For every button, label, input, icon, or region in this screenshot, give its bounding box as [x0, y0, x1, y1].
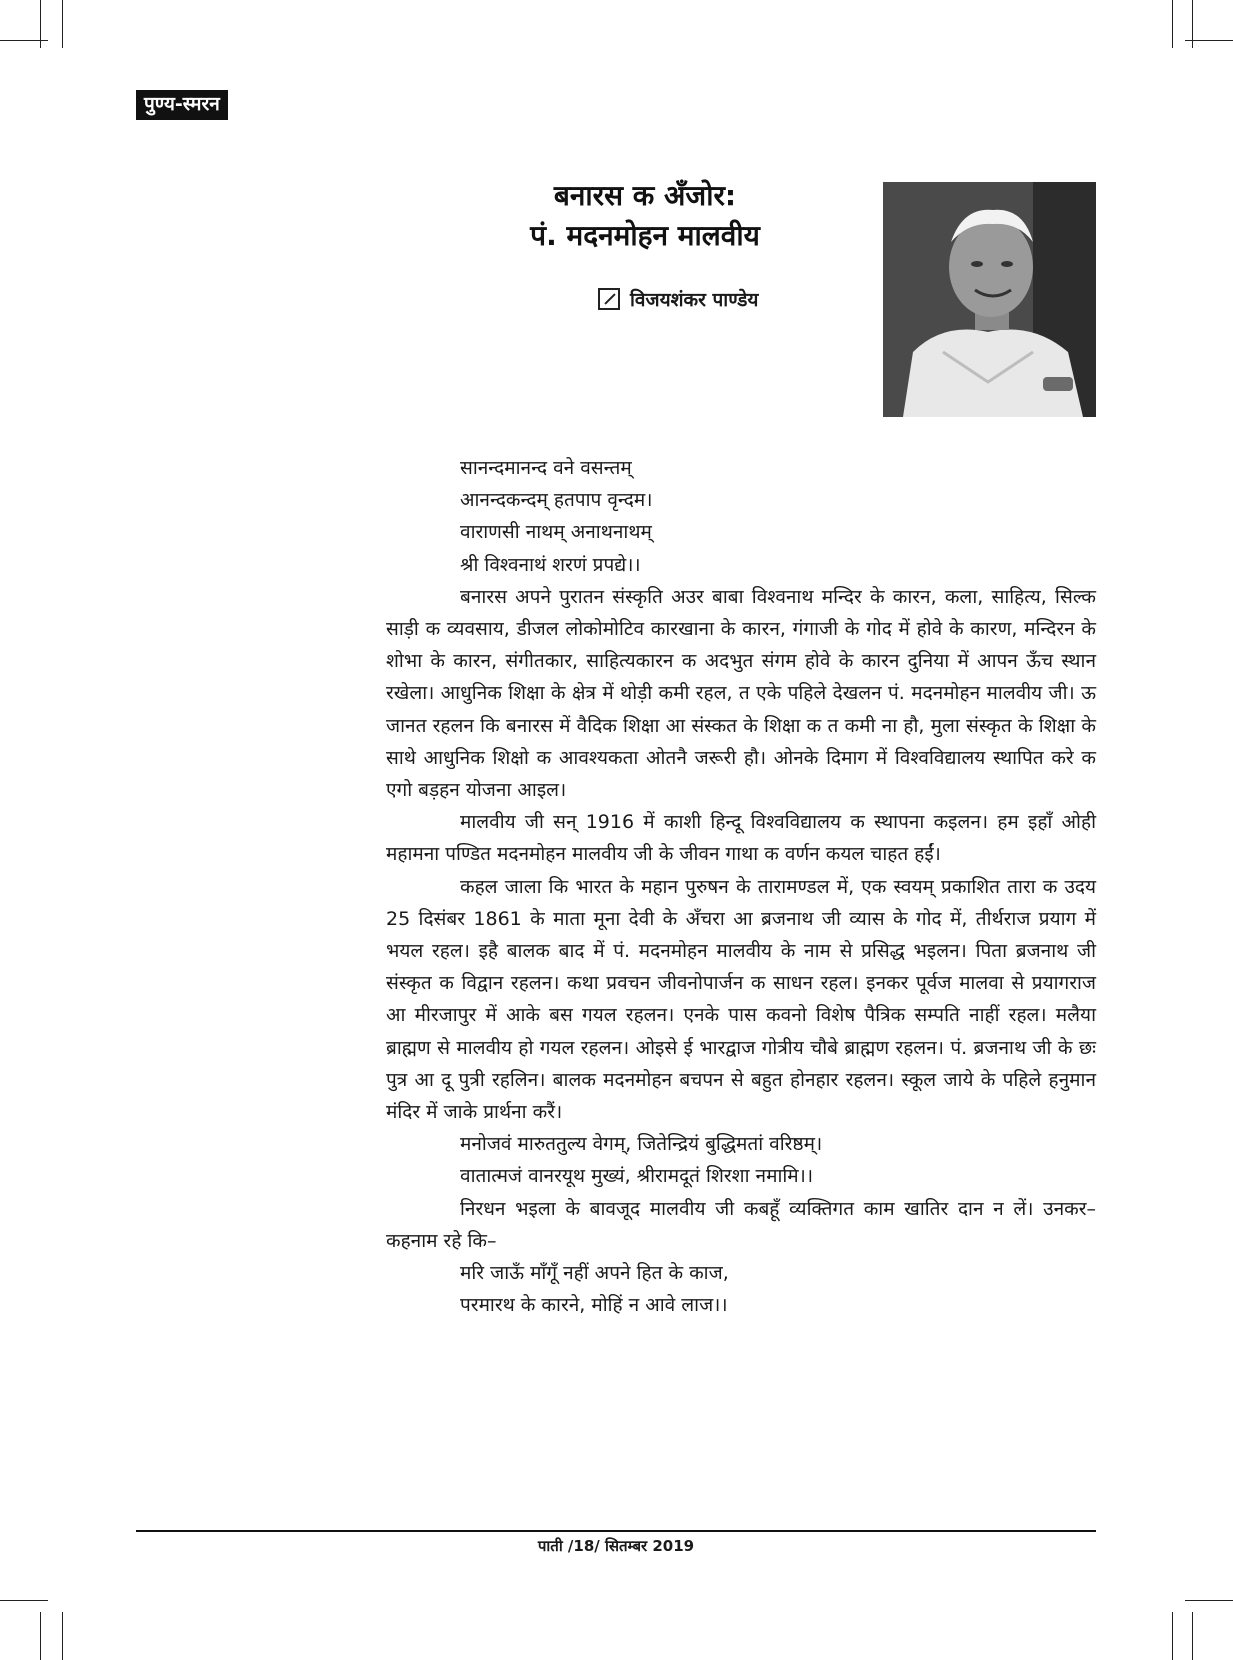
- title-line-2: पं. मदनमोहन मालवीय: [530, 219, 760, 252]
- verse-block: [386, 1257, 1096, 1321]
- portrait-illustration: [883, 182, 1096, 417]
- author-name: विजयशंकर पाण्डेय: [630, 289, 759, 311]
- page-footer: पाती /18/ सितम्बर 2019: [537, 1537, 695, 1555]
- verse-line: वातात्मजं वानरयूथ मुख्यं, श्रीरामदूतं शिरशा नमामि।।: [460, 1165, 814, 1188]
- title-line-1: बनारस क अँजोर:: [553, 179, 737, 212]
- crop-mark: [62, 1612, 63, 1660]
- verse-line: मरि जाऊँ माँगूँ नहीं अपने हित के काज,: [460, 1262, 729, 1285]
- crop-mark: [1172, 0, 1173, 48]
- author-byline: [598, 286, 758, 312]
- footer-divider: [136, 1530, 1096, 1532]
- article-body: [386, 452, 1096, 1321]
- verse-block: [386, 1128, 1096, 1192]
- author-photo: [883, 182, 1096, 417]
- crop-mark: [62, 0, 63, 48]
- crop-mark: [1172, 1612, 1173, 1660]
- paragraph: निरधन भइला के बावजूद मालवीय जी कबहूँ व्यक्तिगत काम खातिर दान न लें। उनकर–कहनाम रहे कि–: [386, 1197, 1096, 1252]
- verse-line: परमारथ के कारने, मोहिं न आवे लाज।।: [460, 1294, 728, 1317]
- crop-mark: [1192, 1612, 1193, 1660]
- crop-mark: [1192, 0, 1193, 48]
- paragraph: मालवीय जी सन् 1916 में काशी हिन्दू विश्वविद्यालय क स्थापना कइलन। हम इहाँ ओही महामना पण्डित मदनमोहन मालवीय जी के जीवन गाथा क वर्णन कयल चाहत हईं।: [386, 811, 1096, 866]
- verse-line: वाराणसी नाथम् अनाथनाथम्: [460, 521, 652, 544]
- article-title: [420, 176, 870, 256]
- crop-mark: [40, 1612, 41, 1660]
- verse-line: आनन्दकन्दम् हतपाप वृन्दम।: [460, 489, 653, 512]
- verse-line: श्री विश्वनाथं शरणं प्रपद्ये।।: [460, 553, 641, 576]
- verse-line: मनोजवं मारुततुल्य वेगम्, जितेन्द्रियं बुद्धिमतां वरिष्ठम्।: [460, 1133, 823, 1156]
- paragraph: कहल जाला कि भारत के महान पुरुषन के तारामण्डल में, एक स्वयम् प्रकाशित तारा क उदय 25 दिसंबर 1861 के माता मूना देवी के अँचरा आ ब्रजनाथ जी व्यास के गोद में, तीर्थराज प्रयाग में भयल रहल। इहै बालक बाद में पं. मदनमोहन मालवीय के नाम से प्रसिद्ध भइलन। पिता ब्रजनाथ जी संस्कृत क विद्वान रहलन। कथा प्रवचन जीवनोपार्जन क साधन रहल। इनकर पूर्वज मालवा से प्रयागराज आ मीरजापुर में आके बस गयल रहलन। एनके पास कवनो विशेष पैत्रिक सम्पति नाहीं रहल। मलैया ब्राह्मण से मालवीय हो गयल रहलन। ओइसे ई भारद्वाज गोत्रीय चौबे ब्राह्मण रहलन। पं. ब्रजनाथ जी के छः पुत्र आ दू पुत्री रहलिन। बालक मदनमोहन बचपन से बहुत होनहार रहलन। स्कूल जाये के पहिले हनुमान मंदिर में जाके प्रार्थना करैं।: [386, 875, 1096, 1124]
- paragraph: बनारस अपने पुरातन संस्कृति अउर बाबा विश्वनाथ मन्दिर के कारन, कला, साहित्य, सिल्क साड़ी क व्यवसाय, डीजल लोकोमोटिव कारखाना के कारन, गंगाजी के गोद में होवे के कारण, मन्दिरन के शोभा के कारन, संगीतकार, साहित्यकारन क अदभुत संगम होवे के कारन दुनिया में आपन ऊँच स्थान रखेला। आधुनिक शिक्षा के क्षेत्र में थोड़ी कमी रहल, त एके पहिले देखलन पं. मदनमोहन मालवीय जी। ऊ जानत रहलन कि बनारस में वैदिक शिक्षा आ संस्कत के शिक्षा क त कमी ना हौ, मुला संस्कृत के शिक्षा के साथे आधुनिक शिक्षो क आवश्यकता ओतनै जरूरी हौ। ओनके दिमाग में विश्वविद्यालय स्थापित करे क एगो बड़हन योजना आइल।: [386, 585, 1096, 802]
- pen-icon: [598, 288, 620, 310]
- verse-block: [386, 452, 1096, 581]
- crop-mark: [1185, 1600, 1233, 1601]
- crop-mark: [0, 1600, 48, 1601]
- crop-mark: [40, 0, 41, 48]
- verse-line: सानन्दमानन्द वने वसन्तम्: [460, 457, 632, 479]
- section-tag: पुण्य-स्मरन: [136, 90, 228, 120]
